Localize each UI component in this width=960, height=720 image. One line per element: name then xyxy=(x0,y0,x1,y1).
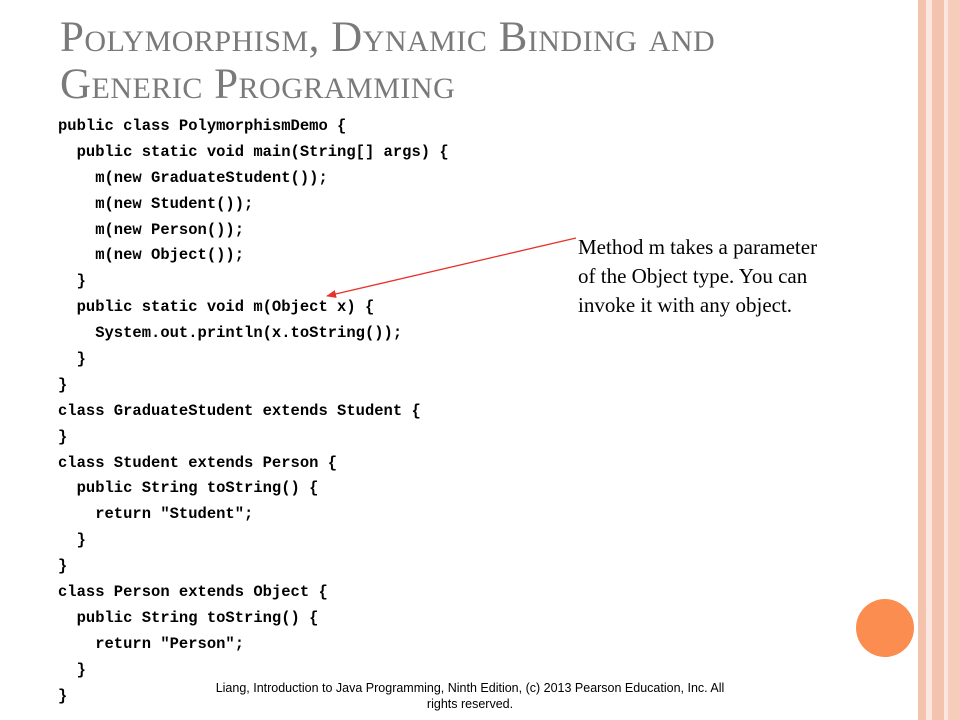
callout-text xyxy=(578,233,898,320)
code-line: public String toString() { xyxy=(58,479,319,498)
footer-line: Liang, Introduction to Java Programming, Ninth Edition, (c) 2013 Pearson Education, Inc. All xyxy=(215,681,725,695)
code-line: } xyxy=(58,350,86,369)
callout-line: of the Object type. You can xyxy=(578,264,808,288)
code-line: m(new Person()); xyxy=(58,220,245,239)
code-line: return "Student"; xyxy=(58,505,254,524)
decorative-stripe xyxy=(918,0,926,720)
callout-line: invoke it with any object. xyxy=(578,293,793,317)
code-line: public static void main(String[] args) { xyxy=(58,142,449,161)
decorative-stripe xyxy=(932,0,944,720)
code-line: } xyxy=(58,375,68,394)
code-line: public static void m(Object x) { xyxy=(58,298,375,317)
code-line: class Student extends Person { xyxy=(58,453,338,472)
callout-line: Method m takes a parameter xyxy=(578,235,818,259)
decorative-stripe xyxy=(948,0,960,720)
code-line: public class PolymorphismDemo { xyxy=(58,117,347,135)
code-line: } xyxy=(58,686,68,705)
code-line: } xyxy=(58,427,68,446)
slide-title-line: Generic Programming xyxy=(60,61,456,108)
code-line: class GraduateStudent extends Student { xyxy=(58,401,421,420)
code-line: m(new GraduateStudent()); xyxy=(58,168,328,187)
code-line: class Person extends Object { xyxy=(58,583,328,602)
code-line: } xyxy=(58,531,86,550)
slide-title xyxy=(60,14,880,108)
code-line: } xyxy=(58,272,86,291)
code-line: System.out.println(x.toString()); xyxy=(58,324,403,343)
code-line: return "Person"; xyxy=(58,634,245,653)
code-line: m(new Object()); xyxy=(58,246,245,265)
footer-line: rights reserved. xyxy=(426,697,514,711)
code-listing xyxy=(58,114,449,709)
code-line: } xyxy=(58,557,68,576)
slide-title-line: Polymorphism, Dynamic Binding and xyxy=(60,14,716,61)
code-line: } xyxy=(58,660,86,679)
code-line: public String toString() { xyxy=(58,608,319,627)
code-line: m(new Student()); xyxy=(58,194,254,213)
slide-footer xyxy=(180,680,760,712)
decorative-circle xyxy=(856,599,914,657)
